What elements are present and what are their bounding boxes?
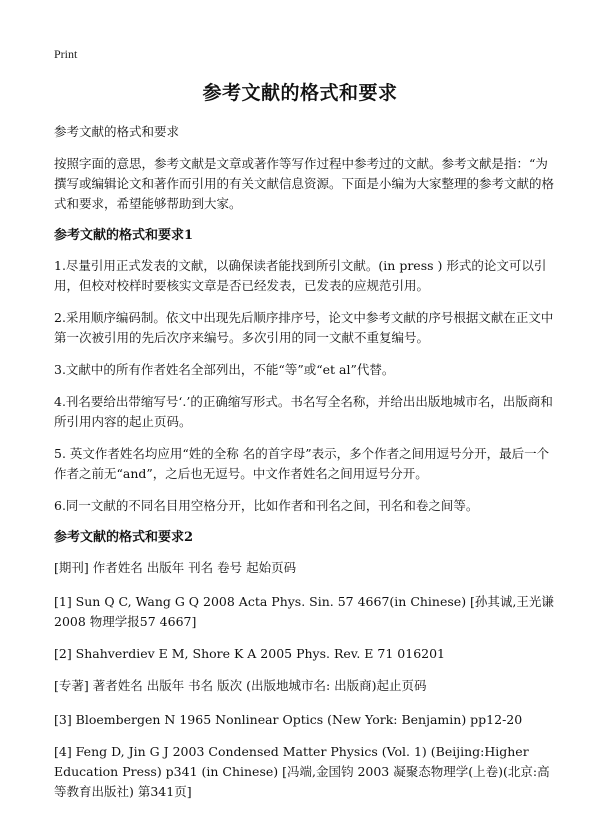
reference-item-2: [2] Shahverdiev E M, Shore K A 2005 Phys. Rev. E 71 016201 bbox=[54, 646, 446, 661]
intro-paragraph: 按照字面的意思，参考文献是文章或著作等写作过程中参考过的文献。参考文献是指：“为撰写或编辑论文和著作而引用的有关文献信息资源。下面是小编为大家整理的参考文献的格式和要求，希望能够帮助到大家。 bbox=[54, 156, 555, 211]
guideline-item-5: 5. 英文作者姓名均应用“姓的全称 名的首字母”表示，多个作者之间用逗号分开，最后一个作者之前无“and”，之后也无逗号。中文作者姓名之间用逗号分开。 bbox=[54, 446, 550, 481]
journal-format-template: [期刊] 作者姓名 出版年 刊名 卷号 起始页码 bbox=[54, 560, 297, 575]
reference-item-1: [1] Sun Q C, Wang G Q 2008 Acta Phys. Sin. 57 4667(in Chinese) [孙其诚,王光谦 2008 物理学报57 4667] bbox=[54, 594, 554, 629]
print-link[interactable]: Print bbox=[54, 47, 78, 61]
guideline-item-2: 2.采用顺序编码制。依文中出现先后顺序排序号，论文中参考文献的序号根据文献在正文中第一次被引用的先后次序来编号。多次引用的同一文献不重复编号。 bbox=[54, 310, 554, 345]
section-heading-1: 参考文献的格式和要求1 bbox=[54, 228, 194, 243]
document-subtitle: 参考文献的格式和要求 bbox=[54, 124, 180, 139]
guideline-item-3: 3.文献中的所有作者姓名全部列出，不能“等”或“et al”代替。 bbox=[54, 362, 395, 377]
guideline-item-1: 1.尽量引用正式发表的文献，以确保读者能找到所引文献。(in press ) 形式的论文可以引用，但校对校样时要核实文章是否已经发表，已发表的应规范引用。 bbox=[54, 258, 547, 293]
guideline-item-6: 6.同一文献的不同名目用空格分开，比如作者和刊名之间，刊名和卷之间等。 bbox=[54, 498, 479, 513]
book-format-template: [专著] 著者姓名 出版年 书名 版次 (出版地城市名: 出版商)起止页码 bbox=[54, 678, 427, 693]
page-title: 参考文献的格式和要求 bbox=[202, 82, 398, 104]
guideline-item-4: 4.刊名要给出带缩写号‘.’的正确缩写形式。书名写全名称，并给出出版地城市名，出版商和所引用内容的起止页码。 bbox=[54, 394, 553, 429]
document-body bbox=[54, 122, 556, 814]
reference-item-4: [4] Feng D, Jin G J 2003 Condensed Matter Physics (Vol. 1) (Beijing:Higher Education Press) p341 (in Chinese) [冯端,金国钧 2003 凝聚态物理学(上卷)(北京:高等教育出版社) 第341页] bbox=[54, 744, 550, 799]
reference-item-3: [3] Bloembergen N 1965 Nonlinear Optics (New York: Benjamin) pp12-20 bbox=[54, 712, 523, 727]
section-heading-2: 参考文献的格式和要求2 bbox=[54, 530, 194, 545]
